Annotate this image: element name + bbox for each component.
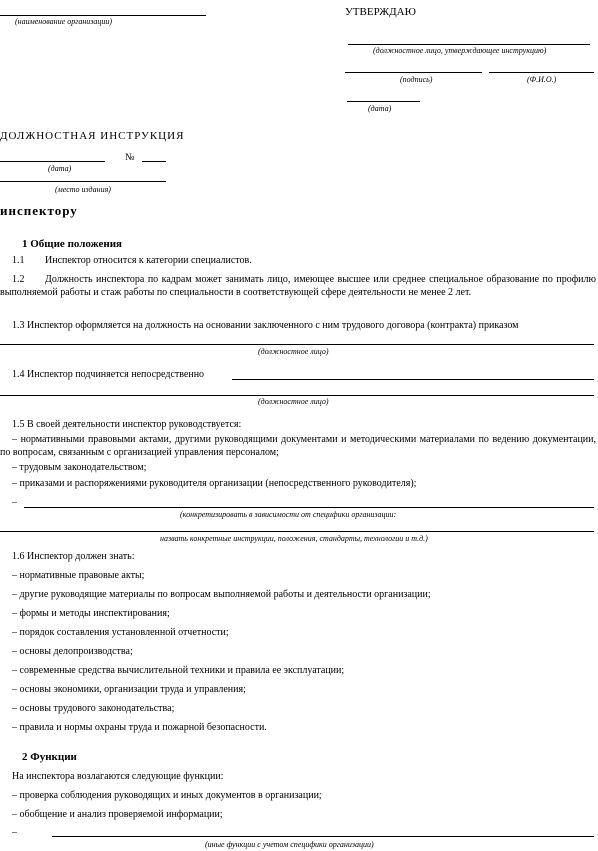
- fio-caption: (Ф.И.О.): [527, 75, 557, 84]
- p1-6-item: – правила и нормы охраны труда и пожарной безопасности.: [12, 722, 267, 733]
- p1-3-line[interactable]: [0, 344, 594, 345]
- p1-3-text: 1.3 Инспектор оформляется на должность на основании заключенного с ним трудового договора (контракта) приказом: [12, 320, 519, 331]
- approve-date-line[interactable]: [347, 101, 420, 102]
- p1-4-line-a[interactable]: [232, 379, 594, 380]
- doc-date-line[interactable]: [0, 161, 105, 162]
- p1-5-item4-dash: –: [12, 497, 17, 508]
- p1-5-caption2: назвать конкретные инструкции, положения, стандарты, технологии и т.д.): [160, 534, 428, 543]
- p1-5-line-b[interactable]: [0, 531, 594, 532]
- p1-5-item1: – нормативными правовыми актами, другими руководящими документами и методическими материалами по ведению документации, по вопросам, связанным с организацией управления персоналом;: [0, 434, 596, 458]
- p1-5-text: 1.5 В своей деятельности инспектор руководствуется:: [12, 419, 242, 430]
- section1-heading: 1 Общие положения: [22, 238, 122, 250]
- p1-6-item: – основы экономики, организации труда и управления;: [12, 684, 246, 695]
- number-sign: №: [125, 152, 135, 163]
- fio-line[interactable]: [489, 72, 594, 73]
- p1-6-item: – формы и методы инспектирования;: [12, 608, 170, 619]
- approve-date-caption: (дата): [368, 104, 392, 113]
- p1-3-caption: (должностное лицо): [258, 347, 329, 356]
- p1-4-caption: (должностное лицо): [258, 397, 329, 406]
- p1-2-number: 1.2: [12, 274, 25, 285]
- p1-4-line-b[interactable]: [0, 395, 594, 396]
- p1-1-text: Инспектор относится к категории специалистов.: [45, 255, 252, 266]
- p1-6-item: – нормативные правовые акты;: [12, 570, 145, 581]
- org-name-caption: (наименование организации): [15, 17, 113, 26]
- p1-6-item: – другие руководящие материалы по вопросам выполняемой работы и деятельности организации;: [12, 589, 431, 600]
- section2-line[interactable]: [52, 836, 594, 837]
- approve-heading: УТВЕРЖДАЮ: [345, 6, 416, 18]
- p1-5-item2: – трудовым законодательством;: [12, 462, 147, 473]
- signature-line[interactable]: [345, 72, 482, 73]
- doc-date-caption: (дата): [48, 164, 72, 173]
- p1-5-line-a[interactable]: [24, 507, 594, 508]
- p1-6-item: – основы трудового законодательства;: [12, 703, 175, 714]
- p1-6-text: 1.6 Инспектор должен знать:: [12, 551, 135, 562]
- signature-caption: (подпись): [400, 75, 433, 84]
- p1-6-item: – порядок составления установленной отчетности;: [12, 627, 229, 638]
- p1-1-number: 1.1: [12, 255, 25, 266]
- p1-6-item: – основы делопроизводства;: [12, 646, 133, 657]
- p1-5-caption1: (конкретизировать в зависимости от специфики организации:: [180, 510, 397, 519]
- p1-2-text: Должность инспектора по кадрам может занимать лицо, имеющее высшее или среднее специальное образование по профилю выполняемой работы и стаж работы по специальности в соответствующей сфере деятельности не менее 2 лет.: [0, 274, 596, 298]
- approver-line[interactable]: [348, 44, 590, 45]
- section2-caption: (иные функции с учетом специфики организации): [205, 840, 374, 849]
- place-caption: (место издания): [55, 185, 111, 194]
- p1-4-text: 1.4 Инспектор подчиняется непосредственно: [12, 369, 205, 380]
- position-title: инспектору: [0, 203, 78, 218]
- section2-intro: На инспектора возлагаются следующие функции:: [12, 771, 224, 782]
- p1-5-item3: – приказами и распоряжениями руководителя организации (непосредственного руководителя);: [12, 478, 417, 489]
- approver-caption: (должностное лицо, утверждающее инструкцию): [373, 46, 547, 55]
- document-title: ДОЛЖНОСТНАЯ ИНСТРУКЦИЯ: [0, 130, 185, 142]
- p1-6-item: – современные средства вычислительной техники и правила ее эксплуатации;: [12, 665, 345, 676]
- org-name-line[interactable]: [0, 15, 206, 16]
- section2-item2: – обобщение и анализ проверяемой информации;: [12, 809, 223, 820]
- place-line[interactable]: [0, 181, 166, 182]
- section2-item3-dash: –: [12, 827, 17, 838]
- section2-heading: 2 Функции: [22, 751, 77, 763]
- section2-item1: – проверка соблюдения руководящих и иных документов в организации;: [12, 790, 322, 801]
- doc-number-line[interactable]: [142, 161, 166, 162]
